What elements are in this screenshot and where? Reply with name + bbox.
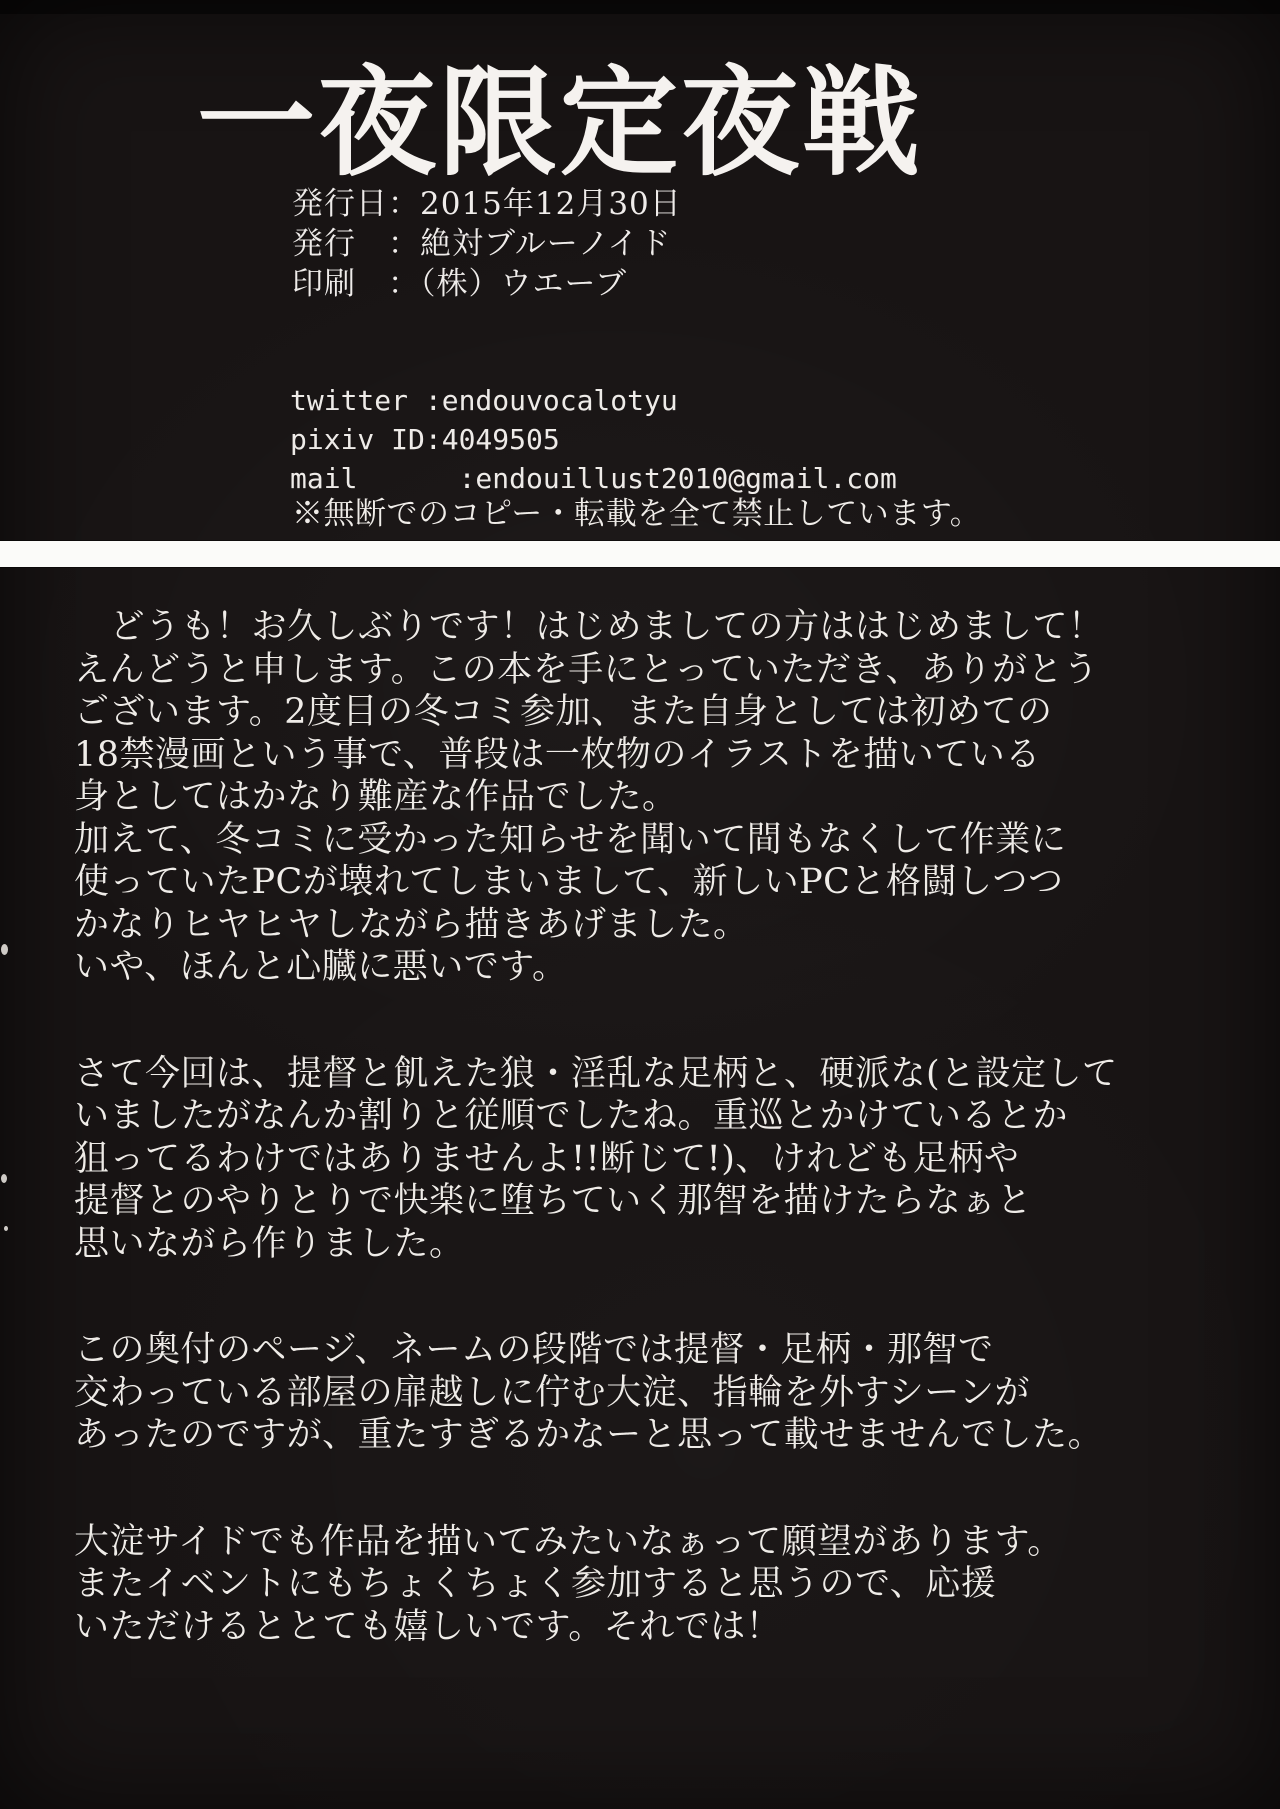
contact-info-line: pixiv ID:4049505 <box>290 423 560 456</box>
text-line: えんどうと申します。この本を手にとっていただき、ありがとう <box>74 649 1099 690</box>
publication-info-line: 印刷 ：（株）ウエーブ <box>292 266 627 302</box>
text-line: 思いながら作りました。 <box>74 1223 465 1264</box>
text-line: 提督とのやりとりで快楽に堕ちていく那智を描けたらなぁと <box>74 1181 1033 1221</box>
text-line: どうも！お久しぶりです！はじめましての方ははじめまして！ <box>74 607 1104 647</box>
text-line: 身としてはかなり難産な作品でした。 <box>74 777 678 817</box>
scan-speck <box>4 1226 8 1231</box>
publication-info-line: 発行日：2015年12月30日 <box>292 186 682 222</box>
text-line: この奥付のページ、ネームの段階では提督・足柄・那智で <box>74 1330 994 1370</box>
scan-edge-shadow <box>0 0 1280 14</box>
text-line: 大淀サイドでも作品を描いてみたいなぁって願望があります。 <box>74 1521 1063 1562</box>
text-line: いただけるととても嬉しいです。それでは！ <box>74 1606 782 1647</box>
white-divider-band <box>0 541 1280 567</box>
text-line: 加えて、冬コミに受かった知らせを聞いて間もなくして作業に <box>74 819 1067 860</box>
book-title: 一夜限定夜戦 <box>196 53 923 192</box>
text-line: 狙ってるわけではありませんよ!!断じて!)、けれども足柄や <box>74 1138 1020 1179</box>
text-line: あったのですが、重たすぎるかなーと思って載せませんでした。 <box>74 1415 1104 1455</box>
afterword-paragraph <box>74 1329 1104 1457</box>
text-line: いや、ほんと心臓に悪いです。 <box>74 947 568 987</box>
text-line: またイベントにもちょくちょく参加すると思うので、応援 <box>74 1564 997 1604</box>
scan-speck <box>1 944 8 955</box>
afterword-paragraph <box>74 1521 1074 1649</box>
contact-info-line: mail :endouillust2010@gmail.com <box>290 462 897 495</box>
text-line: いましたがなんか割りと従順でしたね。重巡とかけているとか <box>74 1096 1069 1136</box>
contact-info <box>290 381 897 498</box>
text-line: 使っていたPCが壊れてしまいまして、新しいPCと格闘しつつ <box>74 862 1064 902</box>
text-line: さて今回は、提督と飢えた狼・淫乱な足柄と、硬派な(と設定して <box>74 1053 1118 1094</box>
afterword-text <box>74 606 1118 1712</box>
afterword-paragraph <box>74 606 1104 989</box>
contact-info-line: twitter :endouvocalotyu <box>290 384 678 417</box>
text-line: 交わっている部屋の扉越しに佇む大淀、指輪を外すシーンが <box>74 1372 1031 1413</box>
copyright-notice: ※無断でのコピー・転載を全て禁止しています。 <box>292 496 982 532</box>
text-line: かなりヒヤヒヤしながら描きあげました。 <box>74 904 749 945</box>
publication-info <box>292 184 682 304</box>
publication-info-line: 発行 ：絶対ブルーノイド <box>292 226 672 262</box>
afterword-paragraph <box>74 1053 1118 1266</box>
scan-speck <box>1 1174 7 1183</box>
text-line: ございます。2度目の冬コミ参加、また自身としては初めての <box>74 692 1053 732</box>
text-line: 18禁漫画という事で、普段は一枚物のイラストを描いている <box>74 734 1041 775</box>
